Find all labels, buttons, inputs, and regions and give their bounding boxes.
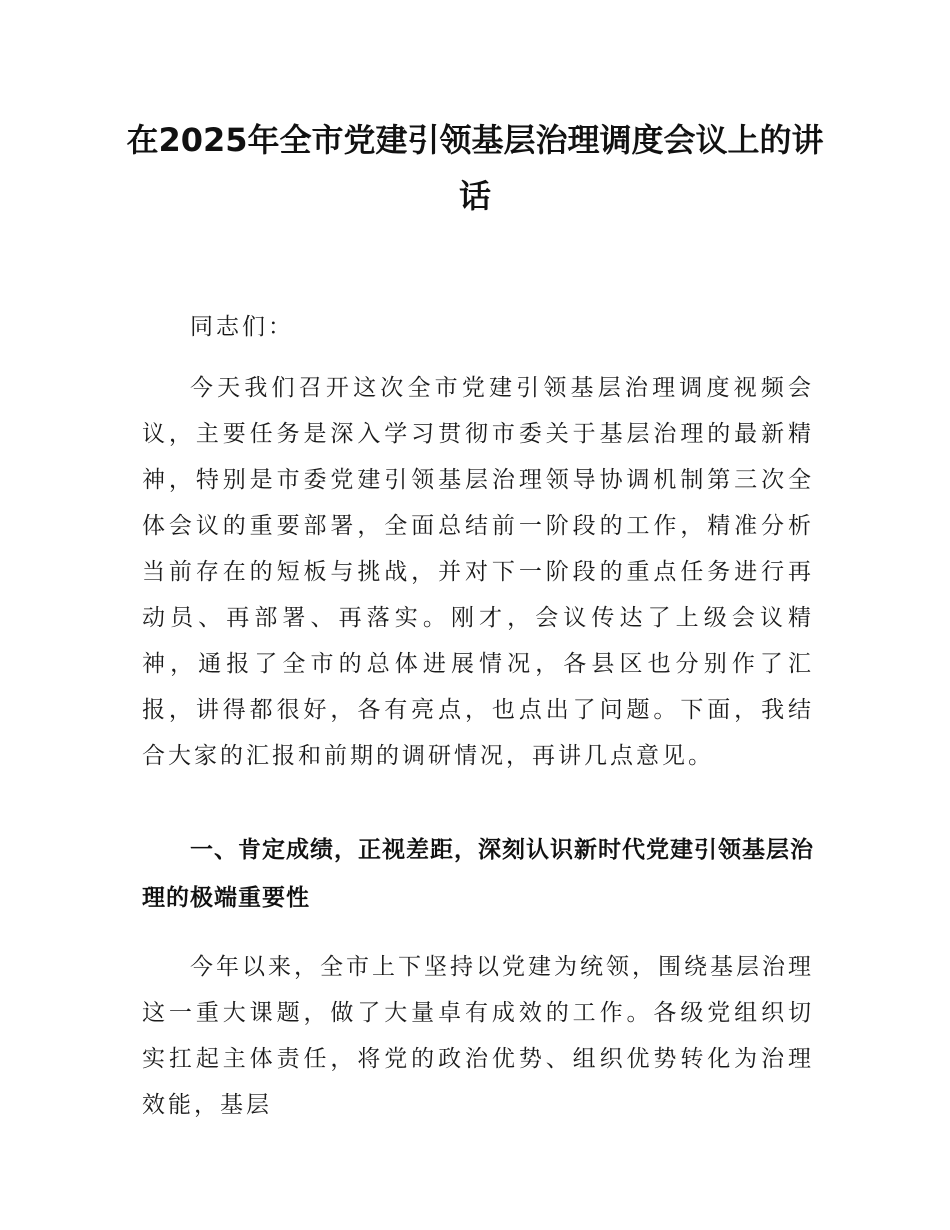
section-heading-1: 一、肯定成绩，正视差距，深刻认识新时代党建引领基层治理的极端重要性: [142, 837, 814, 911]
body-paragraph-2: 今年以来，全市上下坚持以党建为统领，围绕基层治理这一重大课题，做了大量卓有成效的工作。各级党组织切实扛起主体责任，将党的政治优势、组织优势转化为治理效能，基层: [142, 954, 814, 1118]
salutation: 同志们：: [190, 314, 294, 340]
document-title: 在2025年全市党建引领基层治理调度会议上的讲话: [126, 121, 824, 215]
body-paragraph-1: 今天我们召开这次全市党建引领基层治理调度视频会议，主要任务是深入学习贯彻市委关于基层治理的最新精神，特别是市委党建引领基层治理领导协调机制第三次全体会议的重要部署，全面总结前一阶段的工作，精准分析当前存在的短板与挑战，并对下一阶段的重点任务进行再动员、再部署、再落实。刚才，会议传达了上级会议精神，通报了全市的总体进展情况，各县区也分别作了汇报，讲得都很好，各有亮点，也点出了问题。下面，我结合大家的汇报和前期的调研情况，再讲几点意见。: [142, 375, 814, 769]
